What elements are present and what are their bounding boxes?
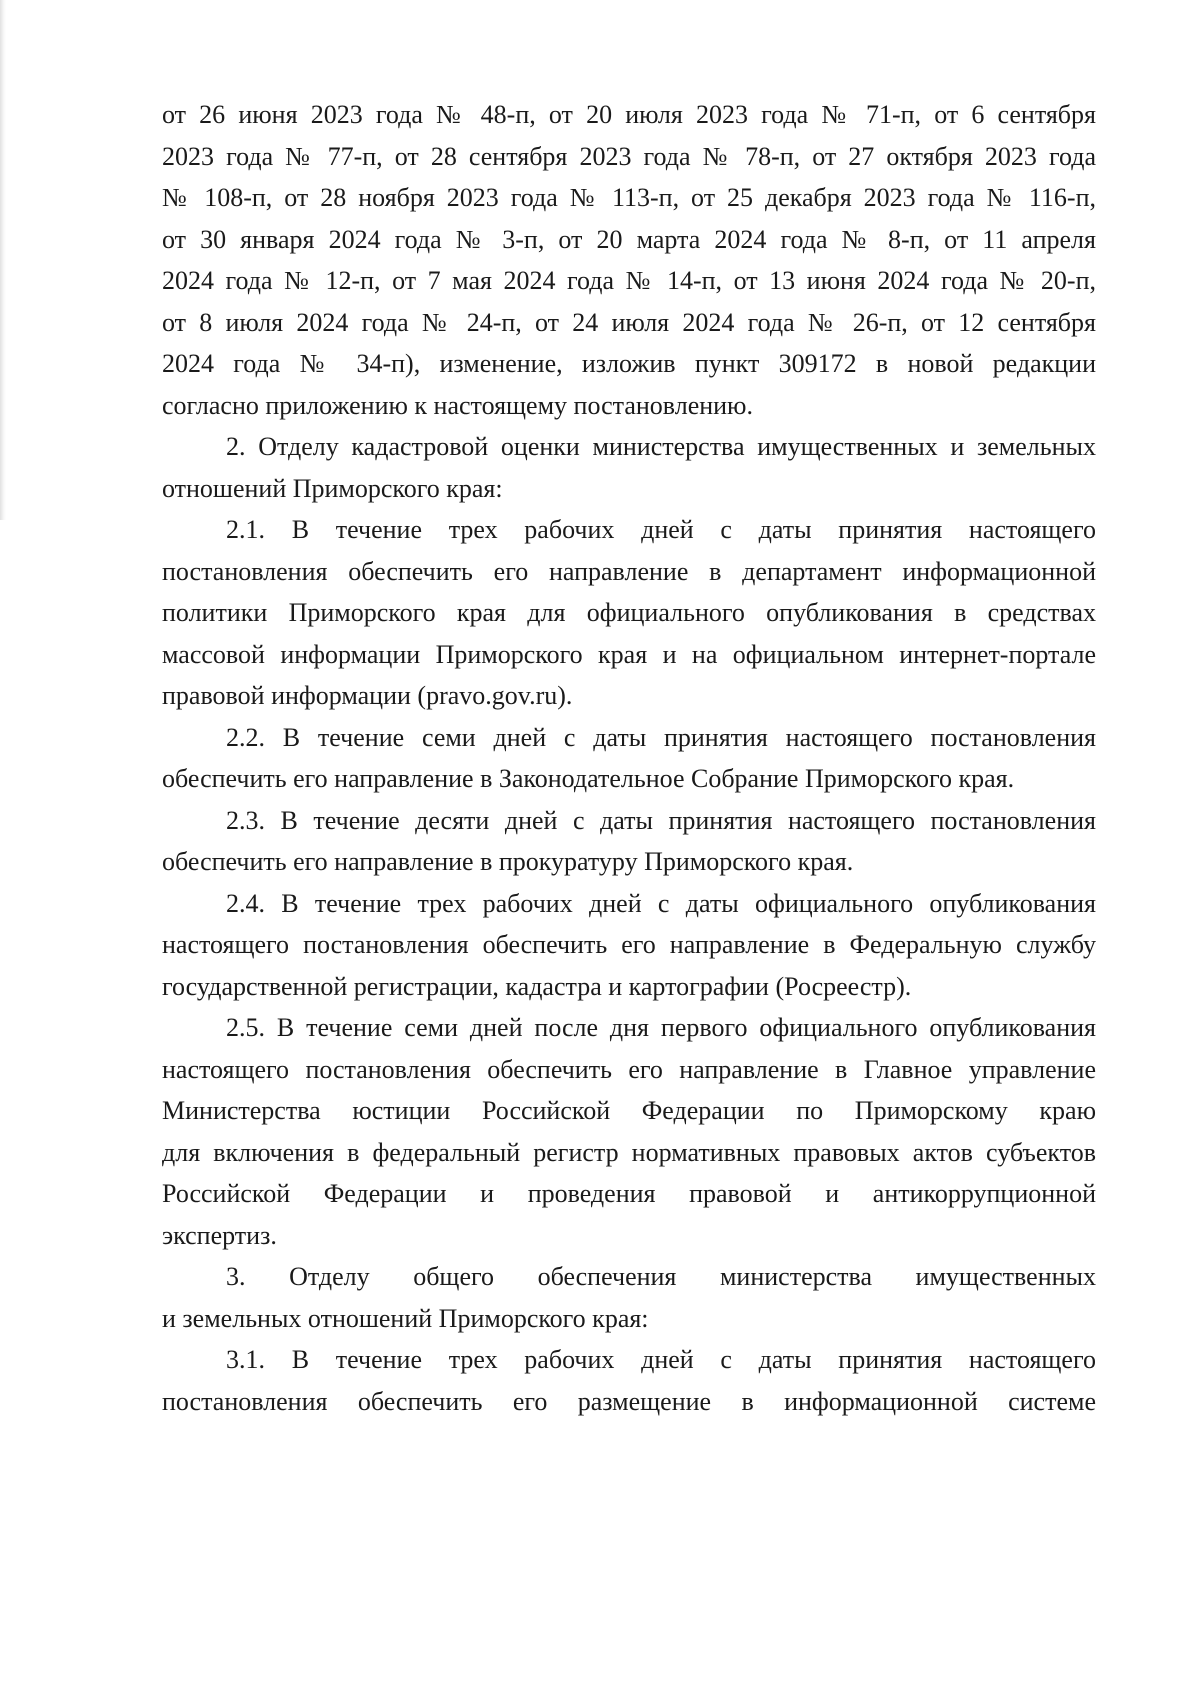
- text-line: постановления обеспечить его направление в департамент информационной: [162, 556, 1096, 586]
- text-line: от 8 июля 2024 года № 24-п, от 24 июля 2024 года № 26-п, от 12 сентября: [162, 307, 1096, 337]
- paragraph-2-3: 2.3. В течение десяти дней с даты принятия настоящего постановления: [226, 805, 1096, 835]
- text-line: 2024 года № 12-п, от 7 мая 2024 года № 14-п, от 13 июня 2024 года № 20-п,: [162, 266, 1096, 295]
- text-line: политики Приморского края для официального опубликования в средствах: [162, 598, 1096, 627]
- text-line: правовой информации (pravo.gov.ru).: [162, 681, 573, 710]
- text-line: от 26 июня 2023 года № 48-п, от 20 июля 2023 года № 71-п, от 6 сентября: [162, 100, 1096, 129]
- paragraph-3-1: 3.1. В течение трех рабочих дней с даты принятия настоящего: [226, 1345, 1096, 1374]
- text-line: настоящего постановления обеспечить его направление в Федеральную службу: [162, 930, 1096, 959]
- paragraph-2-heading: 2. Отделу кадастровой оценки министерства имущественных и земельных: [226, 432, 1096, 461]
- text-line: отношений Приморского края:: [162, 473, 503, 503]
- text-line: 2023 года № 77-п, от 28 сентября 2023 года № 78-п, от 27 октября 2023 года: [162, 141, 1096, 171]
- text-line: постановления обеспечить его размещение в информационной системе: [162, 1386, 1096, 1416]
- text-line: экспертиз.: [162, 1220, 277, 1250]
- text-line: № 108-п, от 28 ноября 2023 года № 113-п, от 25 декабря 2023 года № 116-п,: [162, 183, 1096, 212]
- paragraph-3-heading: 3. Отделу общего обеспечения министерства имущественных: [226, 1262, 1096, 1291]
- text-line: и земельных отношений Приморского края:: [162, 1303, 649, 1333]
- text-line: обеспечить его направление в Законодательное Собрание Приморского края.: [162, 764, 1015, 793]
- text-line: Министерства юстиции Российской Федерации по Приморскому краю: [162, 1096, 1096, 1125]
- text-line: массовой информации Приморского края и на официальном интернет-портале: [162, 639, 1096, 669]
- text-line: Российской Федерации и проведения правовой и антикоррупционной: [162, 1179, 1096, 1208]
- scan-edge-shadow: [0, 0, 6, 520]
- paragraph-2-1: 2.1. В течение трех рабочих дней с даты принятия настоящего: [226, 515, 1096, 544]
- text-line: государственной регистрации, кадастра и картографии (Росреестр).: [162, 971, 912, 1001]
- paragraph-2-5: 2.5. В течение семи дней после дня первого официального опубликования: [226, 1013, 1096, 1042]
- text-line: согласно приложению к настоящему постановлению.: [162, 390, 753, 420]
- paragraph-2-4: 2.4. В течение трех рабочих дней с даты официального опубликования: [226, 888, 1096, 918]
- document-body: [162, 94, 1096, 1422]
- text-line: от 30 января 2024 года № 3-п, от 20 марта 2024 года № 8-п, от 11 апреля: [162, 224, 1096, 254]
- text-line: для включения в федеральный регистр нормативных правовых актов субъектов: [162, 1137, 1096, 1167]
- paragraph-2-2: 2.2. В течение семи дней с даты принятия настоящего постановления: [226, 722, 1096, 752]
- text-line: настоящего постановления обеспечить его направление в Главное управление: [162, 1054, 1096, 1084]
- text-line: обеспечить его направление в прокуратуру Приморского края.: [162, 847, 854, 876]
- text-line: 2024 года № 34-п), изменение, изложив пункт 309172 в новой редакции: [162, 349, 1096, 378]
